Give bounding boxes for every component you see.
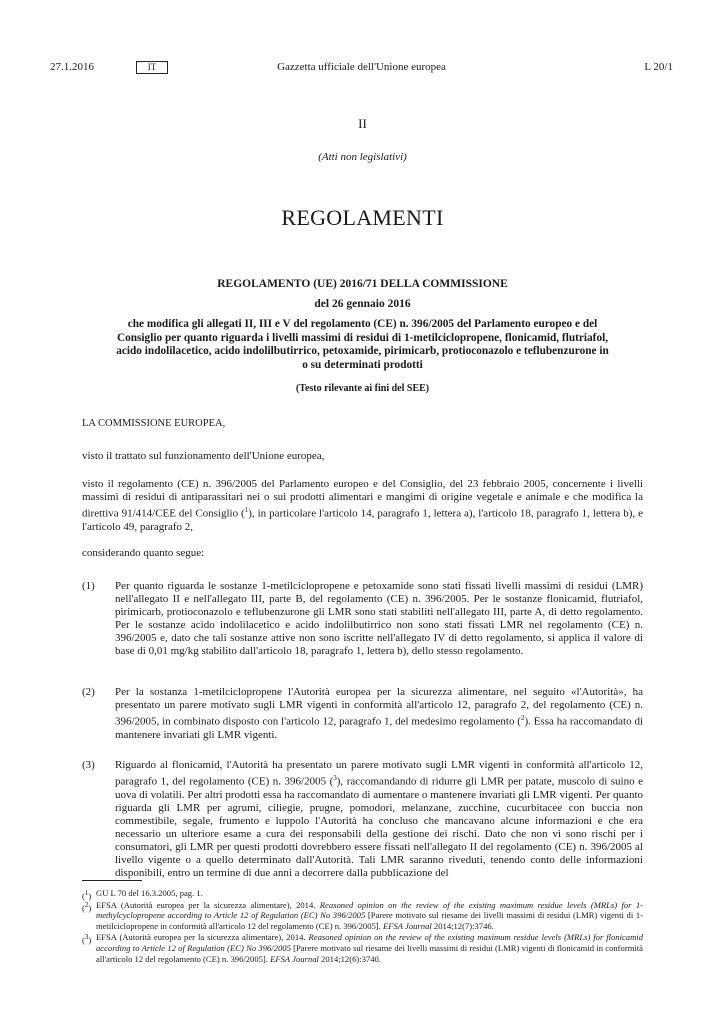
recital-number: (3) [82,759,95,771]
recital [82,580,643,659]
footnote-mark: ($^3$) [82,933,92,946]
page-number: L 20/1 [644,61,673,73]
footnote [82,888,643,899]
recital [82,686,643,742]
recital-number: (1) [82,580,95,592]
footnote-divider [82,880,142,881]
regulation-title: REGOLAMENTO (UE) 2016/71 DELLA COMMISSIONE [217,278,508,290]
footnote-ref[interactable]: 1 [244,506,249,514]
part-number: II [358,116,367,131]
publication-date: 27.1.2016 [50,61,94,73]
journal-title: Gazzetta ufficiale dell'Unione europea [277,61,446,73]
regulation-subject: che modifica gli allegati II, III e V del regolamento (CE) n. 396/2005 del Parlamento europeo e del Consiglio per quanto riguarda i livelli massimi di residui di 1-metilciclopropene, flonicamid, flutriafol, acido indolilacetico, acido indolilbutirrico, petoxamide, pirimicarb, protioconazolo e teflubenzurone in o su determinati prodotti [116,318,609,371]
footnote: ($^2$) EFSA (Autorità europea per la sicurezza alimentare), 2014. Reasoned opinion on the review of the existing maximum residue levels (MRLs) for 1-methylcyclopropene according to Article 12 of Regulation (EC) No 396/2005 [Parere motivato sul riesame dei livelli massimi di residui (LMR) vigenti di 1-metilciclopropene in conformità all'articolo 12 del regolamento (CE) n. 396/2005]. EFSA Journal 2014;12(7):3746. [82,899,644,931]
non-legislative-label: (Atti non legislativi) [318,151,407,163]
recital [82,759,643,881]
recital-text: Per la sostanza 1-metilciclopropene l'Autorità europea per la sicurezza alimentare, nel seguito «l'Autorità», ha presentato un parere motivato sugli LMR vigenti in conformità all'articolo 12, paragrafo 2, del regolamento (CE) n. 396/2005, in combinato disposto con l'articolo 12, paragrafo 1, del medesimo regolamento ($^2$). Essa ha raccomandato di mantenere invariati gli LMR vigenti. [115,686,643,741]
whereas-intro: considerando quanto segue: [82,547,205,559]
footnote-ref[interactable]: 3 [333,774,337,783]
having-regard-regulation: visto il regolamento (CE) n. 396/2005 del Parlamento europeo e del Consiglio, del 23 febbraio 2005, concernente i livelli massimi di residui di antiparassitari nei o sui prodotti alimentari e mangimi di origine vegetale e animale e che modifica la direttiva 91/414/CEE del Consiglio ($^1$), in particolare l'articolo 14, paragrafo 1, lettera a), l'articolo 18, paragrafo 1, lettera b), e l'articolo 49, paragrafo 2, [82,478,643,533]
language-badge: IT [136,61,168,74]
section-title: REGOLAMENTI [281,205,444,230]
recital-number: (2) [82,686,95,698]
page-header [50,61,673,75]
footnote-ref[interactable]: 2 [520,714,525,723]
footnote-mark: ($^2$) [82,900,92,913]
eea-relevance: (Testo rilevante ai fini del SEE) [295,383,430,394]
footnote-mark: ($^1$) [82,889,92,901]
having-regard-treaty: visto il trattato sul funzionamento dell'Unione europea, [82,450,325,462]
footnote-text: GU L 70 del 16.3.2005, pag. 1. [96,888,203,898]
recital-text: Per quanto riguarda le sostanze 1-metilciclopropene e petoxamide sono stati fissati livelli massimi di residui (LMR) nell'allegato II e nell'allegato III, parte B, del regolamento (CE) n. 396/2005. Per le sostanze flonicamid, flutriafol, pirimicarb, protioconazolo e teflubenzurone gli LMR sono stati stabiliti nell'allegato III, parte A, di detto regolamento. Per le sostanze acido indolilacetico e acido indolilbutirrico non sono stati fissati LMR nel regolamento (CE) n. 396/2005 e, dato che tali sostanze attive non sono iscritte nell'allegato IV di detto regolamento, si applica il valore di base di 0,01 mg/kg stabilito dall'articolo 18, paragrafo 1, lettera b), dello stesso regolamento. [115,580,643,658]
commission-statement: LA COMMISSIONE EUROPEA, [82,418,226,429]
recital-text: Riguardo al flonicamid, l'Autorità ha presentato un parere motivato sugli LMR vigenti in conformità all'articolo 12, paragrafo 1, del regolamento (CE) n. 396/2005 ($^3$), raccomandando di ridurre gli LMR per patate, muscolo di suino e uova di volatili. Per altri prodotti essa ha raccomandato di aumentare o mantenere invariati gli LMR vigenti. Per quanto riguarda gli LMR per agrumi, ciliegie, prugne, pomodori, melanzane, zucchine, cucurbitacee con buccia non commestibile, segale, frumento e luppolo l'Autorità ha concluso che mancavano alcune informazioni e che era necessario un ulteriore esame a cura dei responsabili della gestione dei rischi. Dato che non vi sono rischi per i consumatori, gli LMR per questi prodotti dovrebbero essere fissati nell'allegato II del regolamento (CE) n. 396/2005 al livello vigente o a quello determinato dall'Autorità. Tali LMR saranno riveduti, tenendo conto delle informazioni disponibili, entro un termine di due anni a decorrere dalla pubblicazione del [115,759,644,880]
footnote: ($^3$) EFSA (Autorità europea per la sicurezza alimentare), 2014. Reasoned opinion on the review of the existing maximum residue levels (MRLs) for flonicamid according to Article 12 of Regulation (EC) No 396/2005 [Parere motivato sul riesame dei livelli massimi di residui (LMR) vigenti di flonicamid in conformità all'articolo 12 del regolamento (CE) n. 396/2005]. EFSA Journal 2014;12(6):3740. [82,932,643,964]
regulation-date: del 26 gennaio 2016 [314,298,411,310]
footnotes [82,888,643,965]
